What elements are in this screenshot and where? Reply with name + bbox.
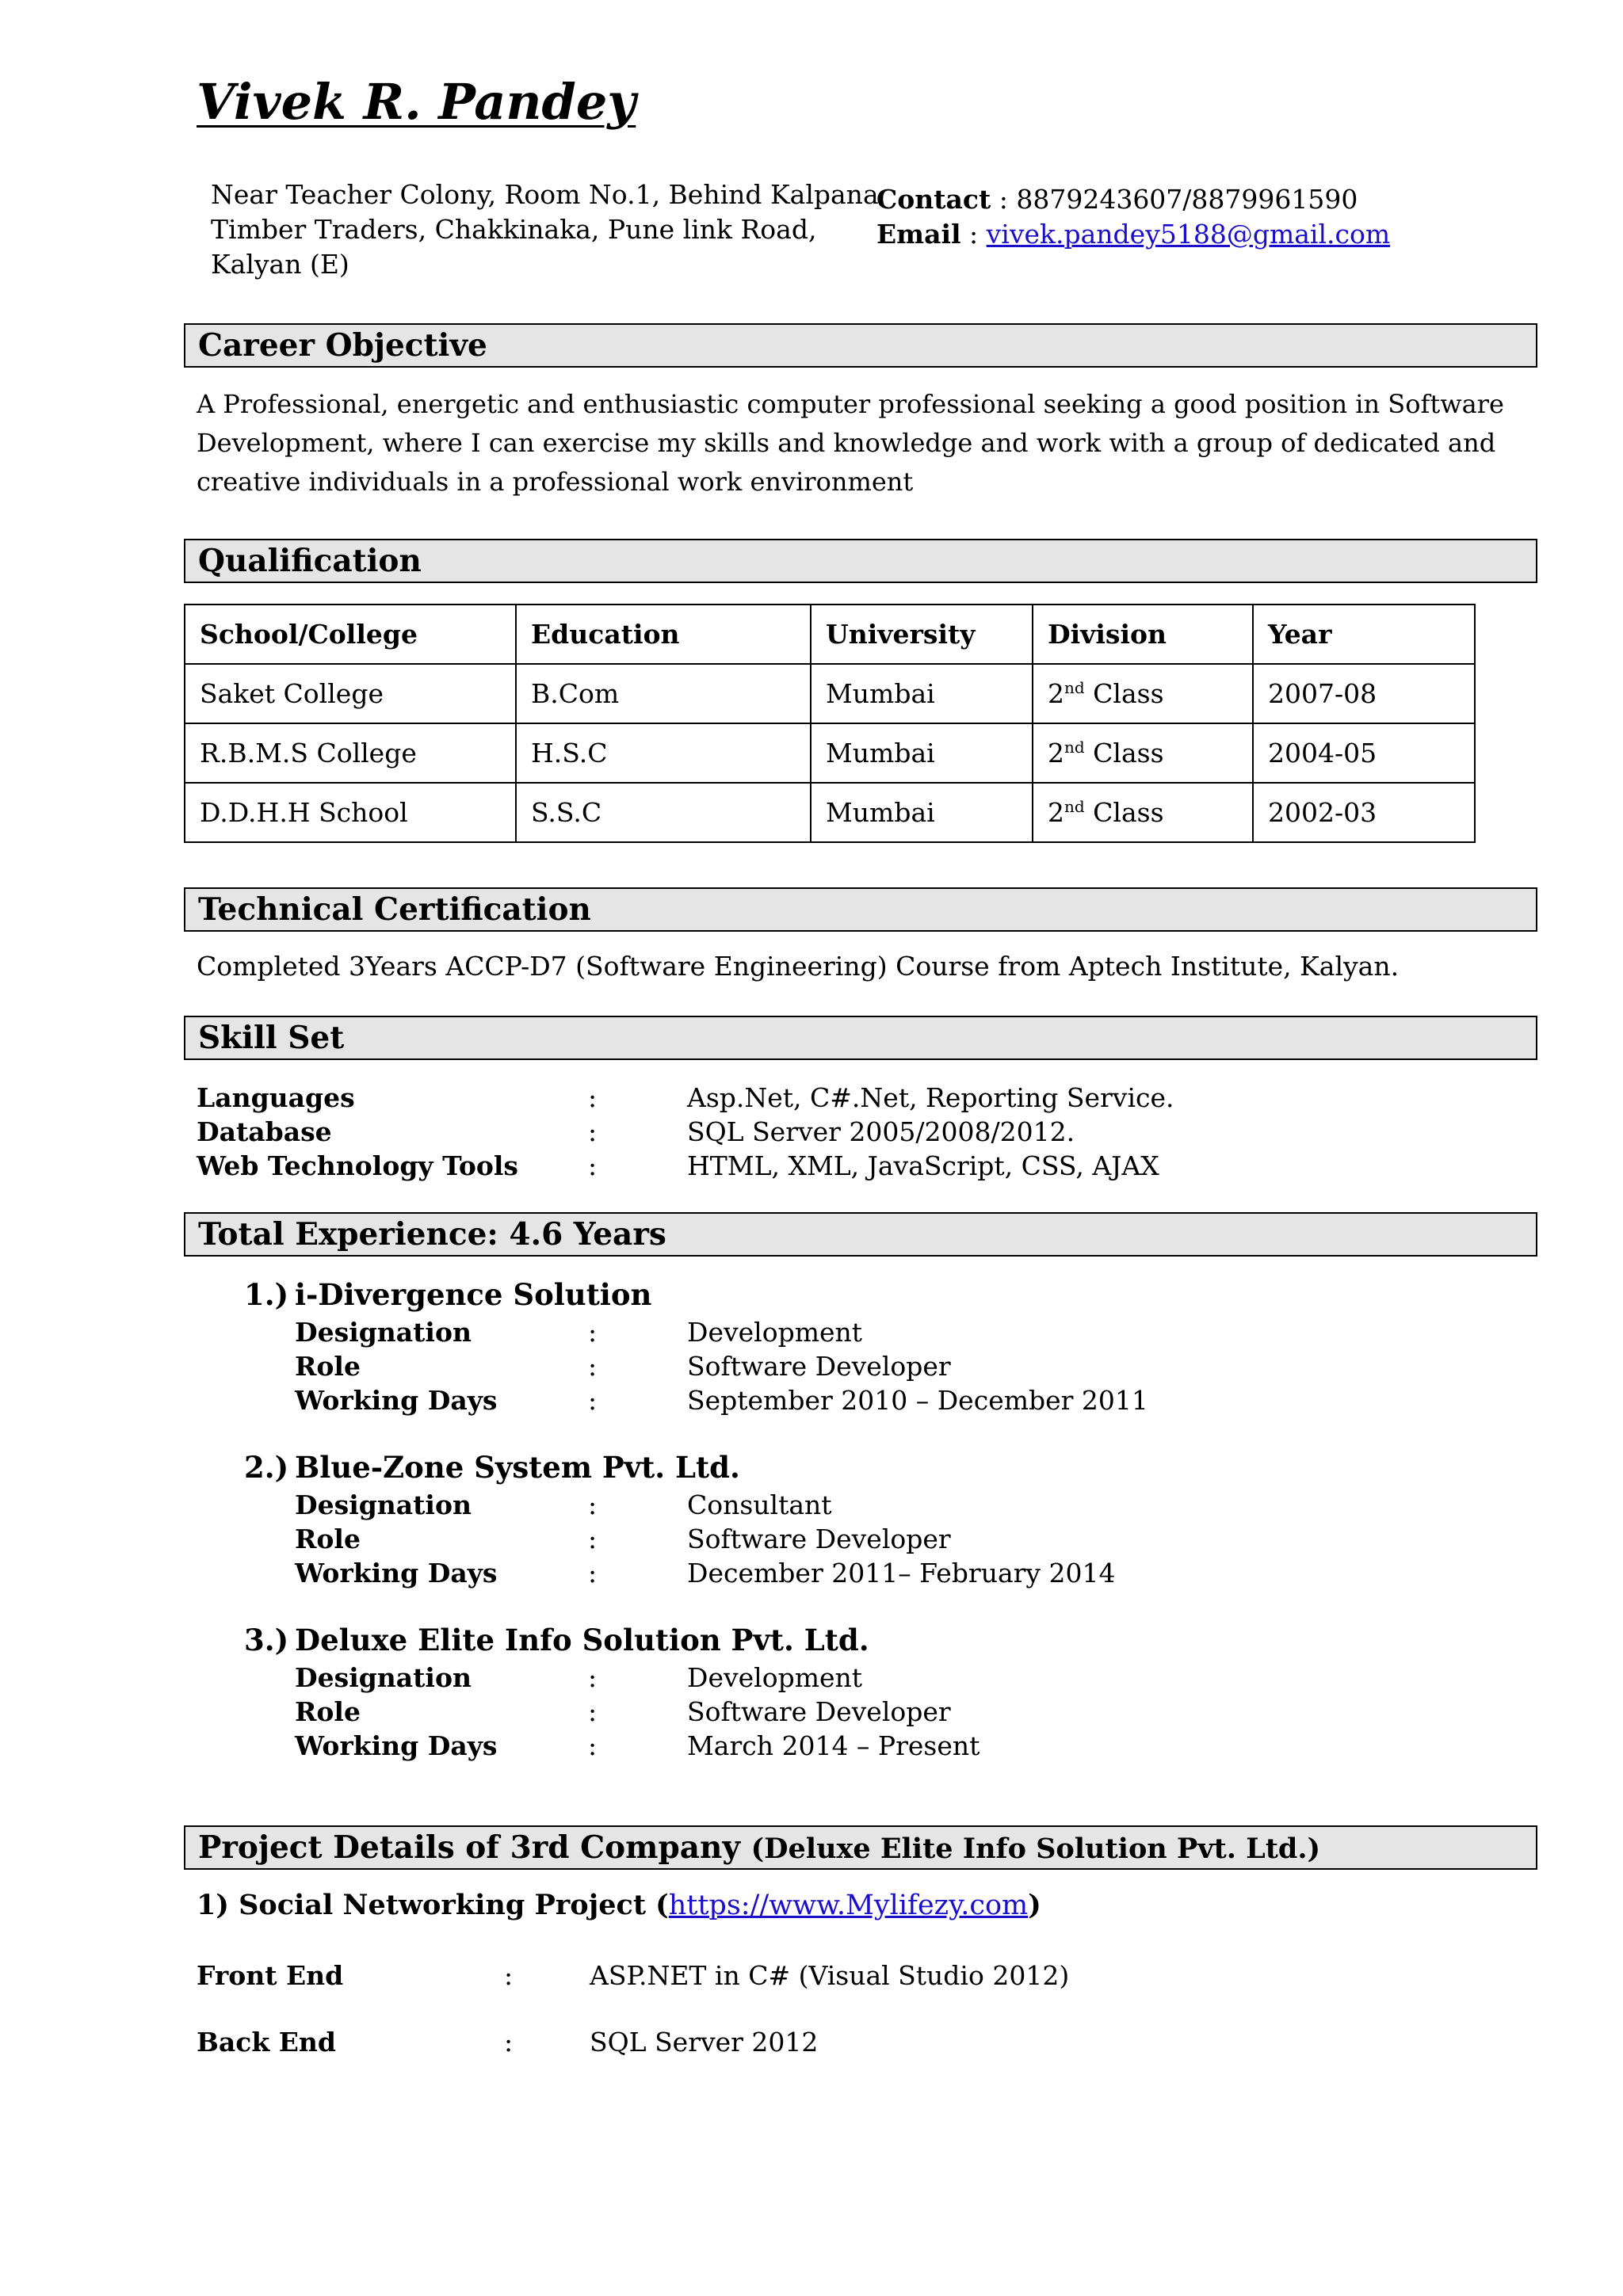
company-title [244,1277,651,1312]
project-value: ASP.NET in C# (Visual Studio 2012) [590,1960,1070,1991]
company-number: 3.) [244,1623,289,1657]
address-line: Kalyan (E) [211,249,349,280]
experience-value: March 2014 – Present [687,1730,980,1761]
contact-block [876,182,1390,252]
experience-key: Designation [295,1662,472,1693]
cell-year: 2004-05 [1253,723,1475,783]
company-number: 1.) [244,1277,289,1312]
cell-division [1033,783,1253,842]
column-header: Education [516,605,811,664]
skill-key: Languages [197,1082,355,1113]
division-number: 2 [1048,678,1064,709]
experience-separator: : [588,1351,598,1382]
project-key: Back End [197,2027,336,2058]
experience-separator: : [588,1662,598,1693]
skill-separator: : [588,1116,598,1147]
table-row [185,664,1475,723]
cell-division [1033,664,1253,723]
experience-key: Working Days [295,1558,498,1589]
project-name-close: ) [1028,1889,1041,1921]
contact-label: Contact [876,184,991,215]
company-title [244,1623,869,1657]
cell-university: Mumbai [811,664,1033,723]
experience-separator: : [588,1558,598,1589]
skill-value: Asp.Net, C#.Net, Reporting Service. [687,1082,1174,1113]
division-ordinal: nd [1064,678,1085,697]
company-name: Deluxe Elite Info Solution Pvt. Ltd. [295,1623,869,1657]
cell-school: Saket College [185,664,516,723]
experience-key: Role [295,1351,361,1382]
company-name: i-Divergence Solution [295,1277,652,1312]
section-technical-certification: Technical Certification [184,887,1537,932]
project-title [197,1889,1041,1921]
cell-school: R.B.M.S College [185,723,516,783]
division-ordinal: nd [1064,738,1085,757]
division-number: 2 [1048,797,1064,828]
column-header: School/College [185,605,516,664]
experience-key: Working Days [295,1385,498,1416]
email-label: Email [876,219,961,250]
address-block [211,177,879,282]
division-text: Class [1084,797,1164,828]
division-number: 2 [1048,738,1064,769]
section-skill-set: Skill Set [184,1016,1537,1060]
experience-value: September 2010 – December 2011 [687,1385,1148,1416]
experience-separator: : [588,1730,598,1761]
cell-education: B.Com [516,664,811,723]
skill-key: Database [197,1116,332,1147]
column-header: University [811,605,1033,664]
experience-separator: : [588,1489,598,1520]
section-total-experience: Total Experience: 4.6 Years [184,1212,1537,1257]
company-name: Blue-Zone System Pvt. Ltd. [295,1450,740,1485]
cell-year: 2007-08 [1253,664,1475,723]
skill-value: SQL Server 2005/2008/2012. [687,1116,1075,1147]
skill-separator: : [588,1082,598,1113]
email-line: Email : vivek.pandey5188@gmail.com [876,219,1391,250]
experience-key: Designation [295,1489,472,1520]
address-line: Timber Traders, Chakkinaka, Pune link Road, [211,214,817,245]
cell-year: 2002-03 [1253,783,1475,842]
contact-phone: 8879243607/8879961590 [1016,184,1358,215]
email-link[interactable]: vivek.pandey5188@gmail.com [986,219,1391,250]
experience-key: Working Days [295,1730,498,1761]
skill-key: Web Technology Tools [197,1150,518,1181]
cell-university: Mumbai [811,723,1033,783]
column-header: Year [1253,605,1475,664]
cell-university: Mumbai [811,783,1033,842]
experience-value: Consultant [687,1489,832,1520]
table-row [185,783,1475,842]
qualification-table [184,604,1476,843]
project-key: Front End [197,1960,344,1991]
section-qualification: Qualification [184,539,1537,583]
project-name: 1) Social Networking Project ( [197,1889,669,1921]
cell-education: H.S.C [516,723,811,783]
experience-separator: : [588,1524,598,1554]
certification-text: Completed 3Years ACCP-D7 (Software Engineering) Course from Aptech Institute, Kalyan. [197,951,1400,982]
experience-value: Software Developer [687,1351,951,1382]
division-ordinal: nd [1064,797,1085,816]
experience-separator: : [588,1385,598,1416]
company-title [244,1450,740,1485]
experience-value: December 2011– February 2014 [687,1558,1116,1589]
experience-value: Software Developer [687,1524,951,1554]
contact-line: Contact : 8879243607/8879961590 [876,184,1358,215]
skill-separator: : [588,1150,598,1181]
column-header: Division [1033,605,1253,664]
candidate-name: Vivek R. Pandey [197,73,636,131]
experience-key: Role [295,1696,361,1727]
experience-key: Designation [295,1317,472,1348]
section-project-details [184,1825,1537,1870]
company-number: 2.) [244,1450,289,1485]
project-section-title: Project Details of 3rd Company [198,1829,751,1866]
section-career-objective: Career Objective [184,323,1537,368]
division-text: Class [1084,738,1164,769]
address-line: Near Teacher Colony, Room No.1, Behind Kalpana [211,179,879,210]
experience-value: Development [687,1317,863,1348]
table-header-row [185,605,1475,664]
cell-division [1033,723,1253,783]
division-text: Class [1084,678,1164,709]
project-separator: : [504,1960,514,1991]
experience-value: Software Developer [687,1696,951,1727]
project-value: SQL Server 2012 [590,2027,819,2058]
project-section-company: (Deluxe Elite Info Solution Pvt. Ltd.) [750,1833,1321,1865]
table-row [185,723,1475,783]
experience-key: Role [295,1524,361,1554]
experience-separator: : [588,1317,598,1348]
experience-value: Development [687,1662,863,1693]
project-separator: : [504,2027,514,2058]
cell-education: S.S.C [516,783,811,842]
experience-separator: : [588,1696,598,1727]
skill-value: HTML, XML, JavaScript, CSS, AJAX [687,1150,1159,1181]
cell-school: D.D.H.H School [185,783,516,842]
project-link[interactable]: https://www.Mylifezy.com [668,1890,1029,1921]
career-objective-text: A Professional, energetic and enthusiastic computer professional seeking a good position in Software Development, where I can exercise my skills and knowledge and work with a group of dedicated and creative individuals in a professional work environment [197,389,1504,497]
